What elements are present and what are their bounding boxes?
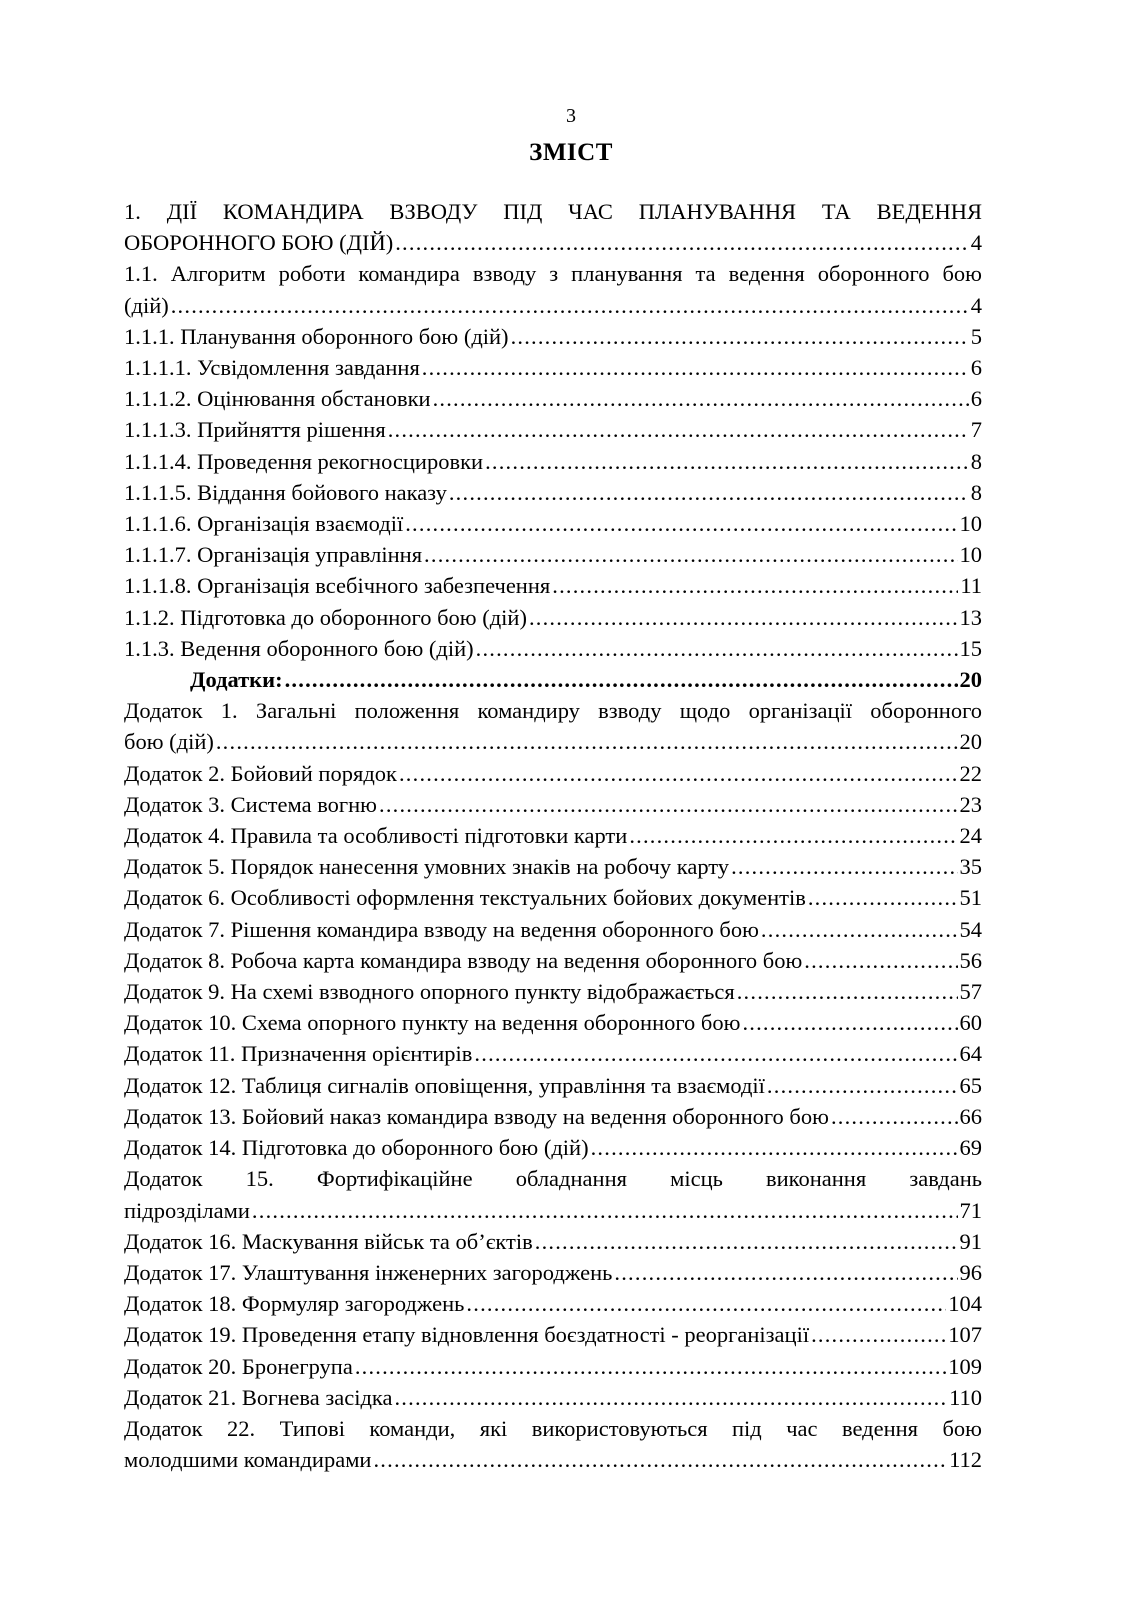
toc-entry-row (124, 1070, 982, 1101)
toc-entry-title: Додаток 20. Бронегрупа (124, 1353, 353, 1379)
toc-entry-title: 1.1.1.4. Проведення рекогносцировки (124, 448, 484, 474)
toc-page-number: 69 (959, 1135, 982, 1161)
toc-entry-line: Додаток 15. Фортифікаційне обладнання місць виконання завдань (124, 1166, 982, 1192)
toc-dot-leader (731, 851, 957, 882)
toc-entry-title: 1.1.1.5. Віддання бойового наказу (124, 479, 447, 505)
toc-page-number: 22 (959, 760, 982, 786)
toc-dot-leader (171, 290, 969, 321)
toc-entry-row (124, 1351, 982, 1382)
toc-page-number: 64 (959, 1041, 982, 1067)
toc-page-number: 24 (959, 823, 982, 849)
toc-entry[interactable] (124, 1163, 982, 1225)
toc-entry-row (124, 914, 982, 945)
toc-entry-row (124, 414, 982, 445)
toc-dot-leader (405, 508, 957, 539)
toc-dot-leader (355, 1351, 946, 1382)
toc-entry[interactable] (124, 976, 982, 1007)
toc-entry-title: 1.1.2. Підготовка до оборонного бою (дій) (124, 604, 527, 630)
toc-entry-row (124, 1444, 982, 1475)
toc-entry-title: Додаток 5. Порядок нанесення умовних знаків на робочу карту (124, 854, 730, 880)
toc-entry-title: Додаток 18. Формуляр загороджень (124, 1291, 465, 1317)
toc-page-number: 71 (959, 1197, 982, 1223)
toc-page-number: 8 (970, 448, 982, 474)
toc-entry-row (124, 602, 982, 633)
toc-page-number: 23 (959, 791, 982, 817)
toc-page-number: 51 (959, 885, 982, 911)
toc-entry[interactable] (124, 1351, 982, 1382)
toc-entry-title: Додаток 21. Вогнева засідка (124, 1384, 393, 1410)
toc-page-number: 6 (970, 355, 982, 381)
toc-page-number: 20 (959, 667, 982, 693)
toc-dot-leader (552, 570, 958, 601)
toc-entry[interactable] (124, 1319, 982, 1350)
toc-dot-leader (767, 1070, 958, 1101)
toc-entry-row (124, 789, 982, 820)
toc-entry-title: 1.1.1. Планування оборонного бою (дій) (124, 323, 509, 349)
toc-entry[interactable] (124, 1007, 982, 1038)
toc-dot-leader (388, 414, 969, 445)
toc-entry-row (124, 321, 982, 352)
toc-entry-row (124, 446, 982, 477)
toc-entry-row (124, 570, 982, 601)
toc-entry-row (124, 1288, 982, 1319)
toc-entry-row (124, 1132, 982, 1163)
toc-entry-row (124, 945, 982, 976)
toc-entry[interactable] (124, 1038, 982, 1069)
toc-entry-title: 1.1.1.6. Організація взаємодії (124, 511, 404, 537)
toc-dot-leader (614, 1257, 957, 1288)
toc-page-number: 107 (948, 1322, 982, 1348)
toc-entry-row (124, 477, 982, 508)
toc-dot-leader (395, 227, 969, 258)
toc-entry-row (124, 1195, 982, 1226)
toc-entry[interactable] (124, 882, 982, 913)
toc-entry-title: молодшими командирами (124, 1447, 372, 1473)
toc-dot-leader (379, 789, 958, 820)
toc-entry-row (124, 1382, 982, 1413)
toc-entry-title: Додаток 10. Схема опорного пункту на ведення оборонного бою (124, 1010, 741, 1036)
toc-entry-line: 1.1. Алгоритм роботи командира взводу з планування та ведення оборонного бою (124, 261, 982, 287)
toc-entry[interactable] (124, 851, 982, 882)
toc-dot-leader (808, 882, 958, 913)
toc-entry-line: Додаток 1. Загальні положення командиру взводу щодо організації оборонного (124, 698, 982, 724)
page-title: ЗМІСТ (529, 139, 613, 166)
toc-entry[interactable] (124, 321, 982, 352)
toc-entry-title: Додаток 8. Робоча карта командира взводу на ведення оборонного бою (124, 947, 803, 973)
toc-entry-title: Додаток 7. Рішення командира взводу на ведення оборонного бою (124, 916, 759, 942)
toc-page-number: 65 (959, 1072, 982, 1098)
toc-entry[interactable] (124, 914, 982, 945)
table-of-contents (124, 196, 982, 1475)
toc-page-number: 4 (970, 292, 982, 318)
toc-entry-title: Додаток 19. Проведення етапу відновлення боєздатності - реорганізації (124, 1322, 810, 1348)
toc-entry-title: Додаток 16. Маскування військ та об’єктів (124, 1228, 533, 1254)
toc-dot-leader (591, 1132, 958, 1163)
toc-dot-leader (285, 664, 958, 695)
toc-entry-title: 1.1.1.2. Оцінювання обстановки (124, 386, 431, 412)
toc-page-number: 66 (959, 1103, 982, 1129)
toc-page-number: 8 (970, 479, 982, 505)
toc-dot-leader (804, 945, 957, 976)
toc-entry-row (124, 383, 982, 414)
toc-entry-row (124, 539, 982, 570)
toc-entry-row (190, 664, 982, 695)
toc-entry[interactable] (124, 1101, 982, 1132)
toc-entry-title: ОБОРОННОГО БОЮ (ДІЙ) (124, 230, 394, 256)
toc-dot-leader (742, 1007, 957, 1038)
toc-page-number: 96 (959, 1259, 982, 1285)
toc-entry-row (124, 758, 982, 789)
toc-dot-leader (424, 539, 957, 570)
toc-entry[interactable] (124, 664, 982, 695)
toc-page-number: 7 (970, 417, 982, 443)
toc-entry-row (124, 290, 982, 321)
toc-entry[interactable] (124, 539, 982, 570)
toc-entry[interactable] (124, 602, 982, 633)
toc-dot-leader (535, 1226, 958, 1257)
toc-dot-leader (529, 602, 958, 633)
toc-page-number: 54 (959, 916, 982, 942)
toc-entry-row (124, 820, 982, 851)
toc-entry-title: Додаток 3. Система вогню (124, 791, 377, 817)
toc-entry[interactable] (124, 1070, 982, 1101)
toc-page-number: 4 (970, 230, 982, 256)
toc-page-number: 60 (959, 1010, 982, 1036)
toc-entry[interactable] (124, 1132, 982, 1163)
toc-dot-leader (449, 477, 969, 508)
toc-dot-leader (252, 1195, 958, 1226)
toc-entry-title: (дій) (124, 292, 169, 318)
toc-entry-title: Додаток 2. Бойовий порядок (124, 760, 397, 786)
toc-entry-row (124, 726, 982, 757)
toc-entry[interactable] (124, 477, 982, 508)
toc-dot-leader (466, 1288, 946, 1319)
toc-entry[interactable] (124, 695, 982, 757)
toc-entry-title: Додаток 13. Бойовий наказ командира взводу на ведення оборонного бою (124, 1103, 829, 1129)
toc-entry-row (124, 976, 982, 1007)
toc-entry[interactable] (124, 820, 982, 851)
toc-entry-title: 1.1.1.8. Організація всебічного забезпечення (124, 573, 551, 599)
toc-entry-title: 1.1.1.1. Усвідомлення завдання (124, 355, 420, 381)
toc-page-number: 10 (959, 542, 982, 568)
toc-entry-row (124, 1226, 982, 1257)
toc-dot-leader (476, 633, 958, 664)
toc-entry-row (124, 1101, 982, 1132)
toc-entry[interactable] (124, 352, 982, 383)
toc-dot-leader (831, 1101, 958, 1132)
toc-page-number: 15 (959, 635, 982, 661)
toc-entry-row (124, 352, 982, 383)
toc-page-number: 109 (948, 1353, 982, 1379)
toc-entry[interactable] (124, 1382, 982, 1413)
toc-dot-leader (485, 446, 969, 477)
toc-entry-title: 1.1.3. Ведення оборонного бою (дій) (124, 635, 474, 661)
toc-entry[interactable] (124, 570, 982, 601)
toc-entry-row (124, 1319, 982, 1350)
toc-entry-title: Додаток 9. На схемі взводного опорного пункту відображається (124, 979, 735, 1005)
toc-dot-leader (737, 976, 958, 1007)
toc-entry[interactable] (124, 196, 982, 258)
toc-dot-leader (474, 1038, 957, 1069)
toc-dot-leader (629, 820, 957, 851)
toc-entry[interactable] (124, 446, 982, 477)
page-number-folio: 3 (566, 105, 576, 127)
toc-page-number: 104 (948, 1291, 982, 1317)
toc-dot-leader (811, 1319, 946, 1350)
toc-dot-leader (216, 726, 958, 757)
toc-dot-leader (511, 321, 969, 352)
toc-entry-title: Додаток 14. Підготовка до оборонного бою (дій) (124, 1135, 589, 1161)
toc-dot-leader (422, 352, 969, 383)
toc-entry-row (124, 508, 982, 539)
toc-entry-row (124, 1007, 982, 1038)
toc-entry-row (124, 851, 982, 882)
toc-page-number: 91 (959, 1228, 982, 1254)
toc-entry-title: Додатки: (190, 667, 283, 693)
toc-entry-title: 1.1.1.3. Прийняття рішення (124, 417, 386, 443)
toc-entry-title: 1.1.1.7. Організація управління (124, 542, 423, 568)
toc-entry-title: Додаток 4. Правила та особливості підготовки карти (124, 823, 628, 849)
toc-entry-line: 1. ДІЇ КОМАНДИРА ВЗВОДУ ПІД ЧАС ПЛАНУВАННЯ ТА ВЕДЕННЯ (124, 199, 982, 224)
toc-entry[interactable] (124, 258, 982, 320)
toc-entry-title: Додаток 17. Улаштування інженерних загороджень (124, 1259, 613, 1285)
toc-entry[interactable] (124, 945, 982, 976)
toc-dot-leader (394, 1382, 947, 1413)
toc-dot-leader (433, 383, 969, 414)
toc-entry[interactable] (124, 758, 982, 789)
toc-page-number: 110 (949, 1384, 982, 1410)
toc-entry[interactable] (124, 789, 982, 820)
toc-dot-leader (761, 914, 958, 945)
toc-page-number: 112 (949, 1447, 982, 1473)
toc-entry-title: Додаток 6. Особливості оформлення текстуальних бойових документів (124, 885, 806, 911)
toc-page-number: 56 (959, 947, 982, 973)
toc-entry[interactable] (124, 633, 982, 664)
toc-entry-row (124, 1257, 982, 1288)
toc-page-number: 11 (960, 573, 982, 599)
toc-dot-leader (399, 758, 958, 789)
toc-entry[interactable] (124, 1257, 982, 1288)
toc-page-number: 20 (959, 729, 982, 755)
toc-page-number: 35 (959, 854, 982, 880)
toc-dot-leader (373, 1444, 947, 1475)
toc-entry[interactable] (124, 1226, 982, 1257)
toc-entry-row (124, 1038, 982, 1069)
toc-page-number: 5 (970, 323, 982, 349)
toc-entry[interactable] (124, 1288, 982, 1319)
toc-page-number: 10 (959, 511, 982, 537)
toc-entry-row (124, 227, 982, 258)
toc-entry[interactable] (124, 414, 982, 445)
toc-entry-row (124, 633, 982, 664)
toc-entry-title: бою (дій) (124, 729, 214, 755)
toc-page-number: 13 (959, 604, 982, 630)
toc-entry[interactable] (124, 508, 982, 539)
toc-page-number: 57 (959, 979, 982, 1005)
toc-entry-title: Додаток 12. Таблиця сигналів оповіщення, управління та взаємодії (124, 1072, 765, 1098)
toc-entry-row (124, 882, 982, 913)
toc-page-number: 6 (970, 386, 982, 412)
toc-entry-line: Додаток 22. Типові команди, які використовуються під час ведення бою (124, 1415, 982, 1441)
toc-entry[interactable] (124, 383, 982, 414)
toc-entry-title: Додаток 11. Призначення орієнтирів (124, 1041, 473, 1067)
toc-entry[interactable] (124, 1413, 982, 1475)
toc-entry-title: підрозділами (124, 1197, 250, 1223)
